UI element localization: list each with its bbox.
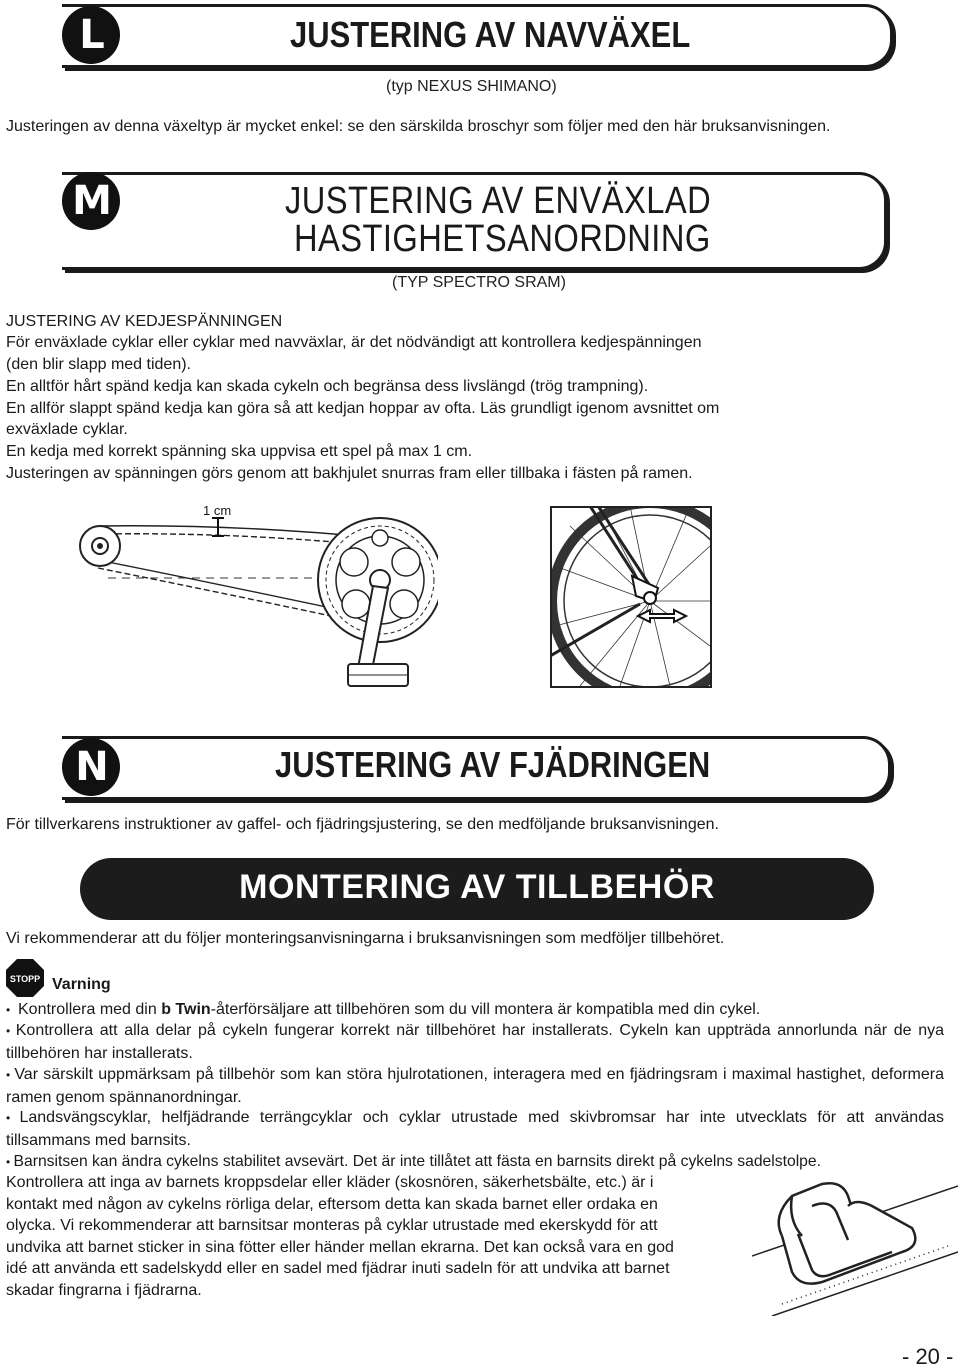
section-m-title-line2: HASTIGHETSANORDNING: [294, 218, 711, 260]
bullet-2: • Kontrollera att alla delar på cykeln fungerar korrekt när tillbehöret har installerats. Cykeln kan uppträda annorlunda när de nya tillbehören har installerats.: [6, 1020, 944, 1064]
section-m-subheading: JUSTERING AV KEDJESPÄNNINGEN: [6, 313, 283, 330]
section-n-text: För tillverkarens instruktioner av gaffel- och fjädringsjustering, se den medföljande bruksanvisningen.: [6, 816, 719, 833]
bullet-1-pre: Kontrollera med din: [18, 1001, 162, 1018]
section-m-line-3: En allför slappt spänd kedja kan göra så att kedjan hoppar av ofta. Läs grundligt igenom avsnittet om: [6, 400, 720, 417]
stop-sign-text: STOPP: [9, 974, 41, 984]
section-m-subtitle: (TYP SPECTRO SRAM): [392, 274, 566, 291]
bullet-5-line-0: Kontrollera att inga av barnets kroppsdelar eller kläder (skosnören, säkerhetsbälte, etc.) är i: [6, 1174, 654, 1191]
page-number: - 20 -: [902, 1344, 954, 1369]
section-n-badge: N: [62, 738, 120, 796]
section-m-title-line1: JUSTERING AV ENVÄXLAD: [285, 180, 712, 222]
sag-measure-label: 1 cm: [203, 503, 232, 518]
bullet-5-line-4: idé att använda ett sadelskydd eller en sadel med fjädrar inuti sadeln för att undvika att barnet: [6, 1260, 670, 1277]
section-l-title: JUSTERING AV NAVVÄXEL: [290, 14, 691, 55]
section-m-line-1: (den blir slapp med tiden).: [6, 356, 191, 373]
section-l-badge: L: [62, 6, 120, 64]
bullet-5-line-1: kontakt med någon av cykelns rörliga delar, eftersom detta kan skada barnet eller ordaka en: [6, 1196, 658, 1213]
section-l-subtitle: (typ NEXUS SHIMANO): [386, 78, 557, 95]
section-m-line-4: exväxlade cyklar.: [6, 421, 128, 438]
bullet-5-first-line: • Barnsitsen kan ändra cykelns stabilitet avsevärt. Det är inte tillåtet att fästa en barnsits direkt på cykelns sadelstolpe.: [6, 1151, 956, 1174]
section-m-line-5: En kedja med korrekt spänning ska uppvisa ett spel på max 1 cm.: [6, 443, 473, 460]
bullet-1: [6, 999, 944, 1022]
section-m-line-6: Justeringen av spänningen görs genom att bakhjulet snurras fram eller tillbaka i fästen på ramen.: [6, 465, 693, 482]
bullet-5-line-3: undvika att barnet sticker in sina fötter eller händer mellan ekrarna. Det kan också vara en god: [6, 1239, 674, 1256]
section-l-text: Justeringen av denna växeltyp är mycket enkel: se den särskilda broschyr som följer med den här bruksanvisningen.: [6, 118, 831, 135]
bullet-4: • Landsvängscyklar, helfjädrande terrängcyklar och cyklar utrustade med skivbromsar har inte utvecklats för att användas tillsammans med barnsits.: [6, 1107, 944, 1151]
bullet-5-line-5: skadar fingrarna i fjädrarna.: [6, 1282, 202, 1299]
bottle-cage-illustration: [752, 1176, 958, 1316]
section-m-line-0: För enväxlade cyklar eller cyklar med navväxlar, är det nödvändigt att kontrollera kedjespänningen: [6, 334, 702, 351]
section-m-line-2: En alltför hårt spänd kedja kan skada cykeln och begränsa dess livslängd (trög trampning).: [6, 378, 649, 395]
bullet-3: • Var särskilt uppmärksam på tillbehör som kan störa hjulrotationen, interagera med en fjädringsram i maximal hastighet, deformera ramen genom spännanordningar.: [6, 1064, 944, 1108]
bullet-1-post: -återförsäljare att tillbehören som du vill montera är kompatibla med din cykel.: [210, 1001, 761, 1018]
accessories-intro: Vi rekommenderar att du följer monteringsanvisningarna i bruksanvisningen som medföljer tillbehöret.: [6, 930, 725, 947]
warning-heading: Varning: [52, 976, 111, 993]
cage-wire: [779, 1183, 916, 1283]
section-n-title: JUSTERING AV FJÄDRINGEN: [275, 744, 711, 785]
brand-name: b Twin: [161, 1001, 211, 1018]
stop-sign-icon: [5, 958, 45, 998]
bullet-5-line-2: olycka. Vi rekommenderar att barnsitsar monteras på cyklar utrustade med ekerskydd för att: [6, 1217, 658, 1234]
chain-tension-illustration: [68, 498, 438, 698]
accessories-title: MONTERING AV TILLBEHÖR: [239, 868, 715, 906]
section-m-badge: M: [62, 172, 120, 230]
rear-wheel-illustration: [550, 506, 712, 688]
